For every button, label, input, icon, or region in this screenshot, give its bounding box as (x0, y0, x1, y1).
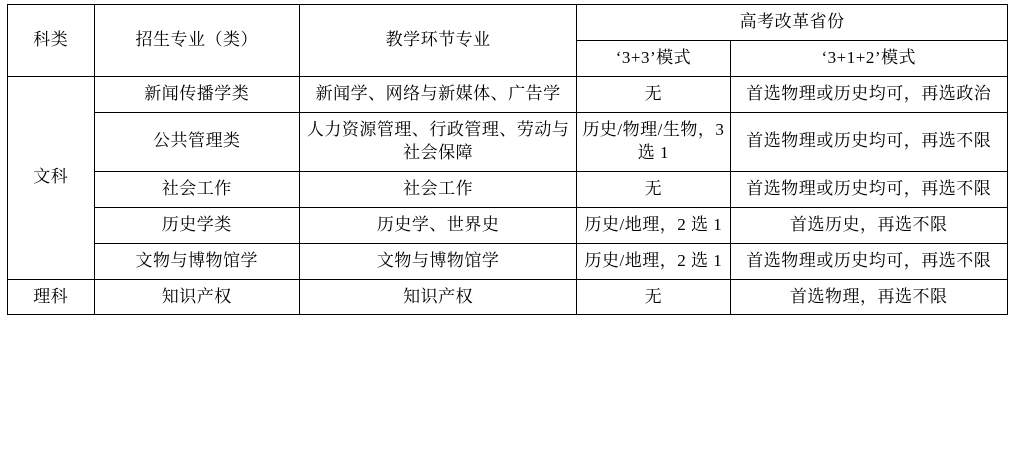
table-row (8, 76, 1008, 112)
cell-teaching-major: 社会工作 (299, 171, 576, 207)
cell-mode-312: 首选物理或历史均可，再选不限 (730, 112, 1008, 171)
table-row (8, 279, 1008, 315)
cell-mode-33: 无 (577, 279, 730, 315)
cell-mode-312: 首选物理或历史均可，再选不限 (730, 243, 1008, 279)
cell-mode-312: 首选物理或历史均可，再选不限 (730, 171, 1008, 207)
table-header (8, 5, 1008, 77)
majors-table (7, 4, 1008, 315)
cell-mode-312: 首选历史，再选不限 (730, 207, 1008, 243)
category-cell-science: 理科 (8, 279, 95, 315)
cell-teaching-major: 历史学、世界史 (299, 207, 576, 243)
header-category: 科类 (8, 5, 95, 77)
header-teaching-major: 教学环节专业 (299, 5, 576, 77)
cell-admission-major: 社会工作 (94, 171, 299, 207)
cell-admission-major: 新闻传播学类 (94, 76, 299, 112)
header-mode-312: ‘3+1+2’模式 (730, 40, 1008, 76)
table-row (8, 171, 1008, 207)
cell-teaching-major: 知识产权 (299, 279, 576, 315)
cell-mode-33: 历史/地理，2 选 1 (577, 243, 730, 279)
table-header-row-1 (8, 5, 1008, 41)
cell-admission-major: 历史学类 (94, 207, 299, 243)
cell-teaching-major: 新闻学、网络与新媒体、广告学 (299, 76, 576, 112)
table-row (8, 112, 1008, 171)
header-mode-33: ‘3+3’模式 (577, 40, 730, 76)
cell-admission-major: 文物与博物馆学 (94, 243, 299, 279)
table-row (8, 243, 1008, 279)
cell-mode-33: 无 (577, 76, 730, 112)
document-page (0, 4, 1015, 471)
cell-teaching-major: 文物与博物馆学 (299, 243, 576, 279)
category-cell-liberal-arts: 文科 (8, 76, 95, 279)
header-reform-provinces: 高考改革省份 (577, 5, 1008, 41)
header-admission-major: 招生专业（类） (94, 5, 299, 77)
cell-mode-33: 历史/地理，2 选 1 (577, 207, 730, 243)
cell-mode-312: 首选物理，再选不限 (730, 279, 1008, 315)
table-row (8, 207, 1008, 243)
cell-mode-312: 首选物理或历史均可，再选政治 (730, 76, 1008, 112)
cell-mode-33: 历史/物理/生物，3 选 1 (577, 112, 730, 171)
cell-mode-33: 无 (577, 171, 730, 207)
table-body (8, 76, 1008, 315)
cell-admission-major: 知识产权 (94, 279, 299, 315)
cell-admission-major: 公共管理类 (94, 112, 299, 171)
cell-teaching-major: 人力资源管理、行政管理、劳动与社会保障 (299, 112, 576, 171)
